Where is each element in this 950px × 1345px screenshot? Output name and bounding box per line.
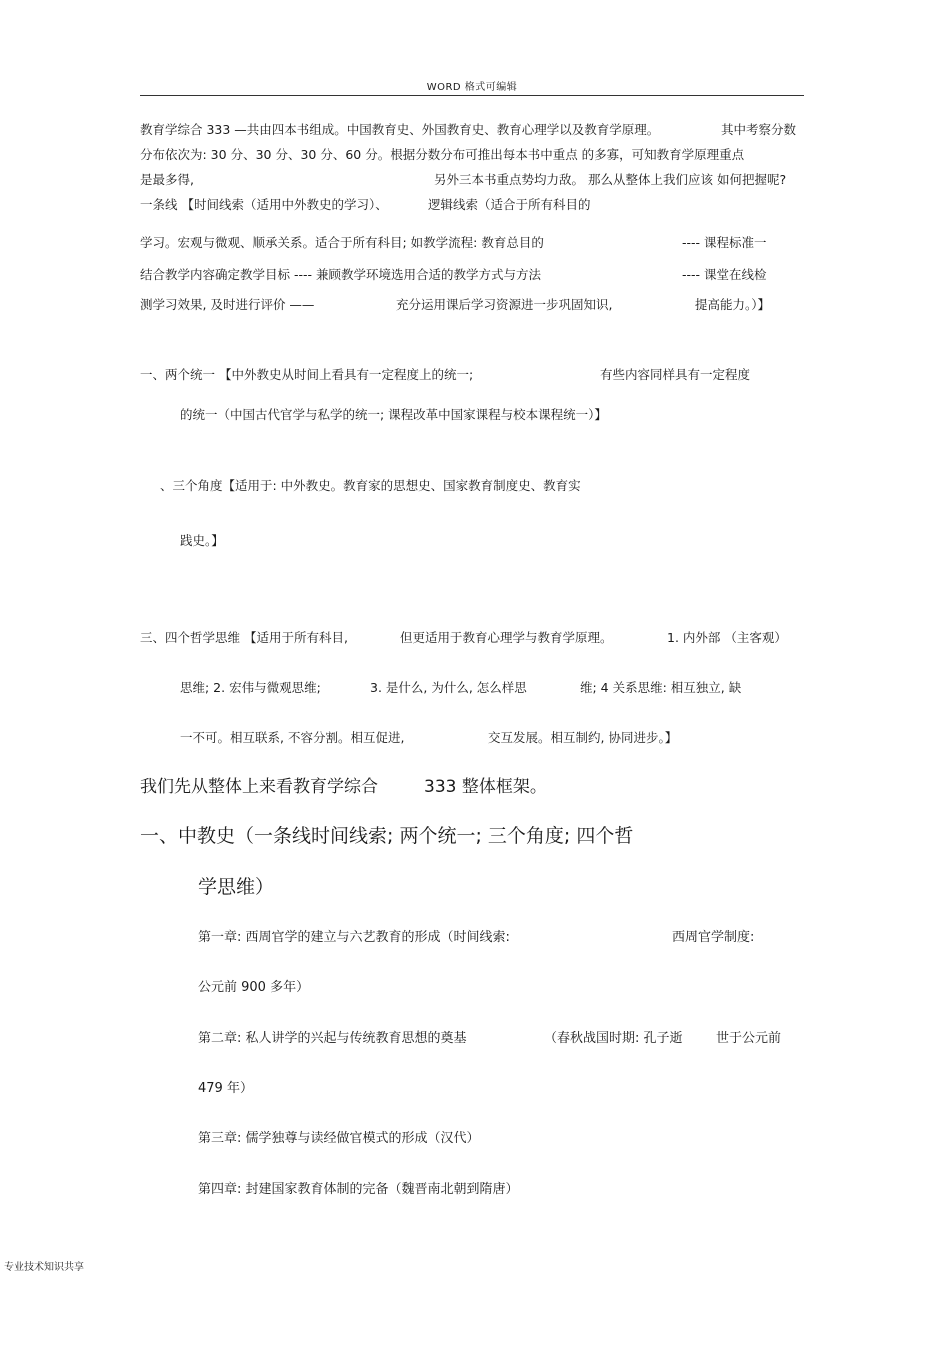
intro-line-6a: 结合教学内容确定教学目标 ---- 兼顾教学环境选用合适的教学方式与方法 [140,267,541,282]
section-four-thinking-line-2b: 3. 是什么, 为什么, 怎么样思 [370,680,527,695]
section-two-unities-line-2: 的统一（中国古代官学与私学的统一; 课程改革中国家课程与校本课程统一）】 [180,407,607,422]
chapter-2-line-d: 479 年） [198,1081,253,1096]
intro-line-2: 分布依次为: 30 分、30 分、30 分、60 分。根据分数分布可推出每本书中重点 的多寡，可知教育学原理重点 [140,147,745,162]
intro-line-4b: 逻辑线索（适合于所有科目的 [428,197,591,212]
section-four-thinking-line-3b: 交互发展。相互制约, 协同进步。】 [488,730,678,745]
header-divider [140,95,804,96]
section-four-thinking-line-2c: 维; 4 关系思维: 相互独立, 缺 [580,680,742,695]
intro-line-6b: ---- 课堂在线检 [682,267,767,282]
section-two-unities-line-1b: 有些内容同样具有一定程度 [600,367,751,382]
intro-line-3b: 另外三本书重点势均力敌。 那么从整体上我们应该 如何把握呢? [434,172,787,187]
section-four-thinking-line-1b: 但更适用于教育心理学与教育学原理。 [400,630,613,645]
part-one-heading-line-2: 学思维） [198,876,275,898]
chapter-2-line-a: 第二章: 私人讲学的兴起与传统教育思想的奠基 [198,1031,467,1046]
page-header-title: WORD 格式可编辑 [426,82,518,93]
intro-line-1b: 其中考察分数 [721,122,797,137]
page-footer: 专业技术知识共享 [4,1262,84,1273]
chapter-3-line: 第三章: 儒学独尊与读经做官模式的形成（汉代） [198,1131,480,1146]
section-four-thinking-line-1a: 三、四个哲学思维 【适用于所有科目, [140,630,348,645]
part-one-heading-line-1: 一、中教史（一条线时间线索; 两个统一; 三个角度; 四个哲 [140,825,634,847]
chapter-2-line-c: 世于公元前 [716,1031,782,1046]
section-three-angles-line-2: 践史。】 [180,533,224,548]
section-four-thinking-line-2a: 思维; 2. 宏伟与微观思维; [180,680,321,695]
intro-line-5b: ---- 课程标准一 [682,235,767,250]
intro-line-4a: 一条线 【时间线索（适用中外教史的学习）、 [140,197,388,212]
chapter-2-line-b: （春秋战国时期: 孔子逝 [544,1031,683,1046]
chapter-1-line-a: 第一章: 西周官学的建立与六艺教育的形成（时间线索: [198,930,510,945]
chapter-4-line: 第四章: 封建国家教育体制的完备（魏晋南北朝到隋唐） [198,1182,519,1197]
intro-line-7c: 提高能力。）】 [695,297,771,312]
overview-heading-b: 333 整体框架。 [424,777,547,797]
intro-line-3a: 是最多得, [140,172,194,187]
section-three-angles-line-1: 、三个角度【适用于: 中外教史。教育家的思想史、国家教育制度史、教育实 [160,478,581,493]
section-four-thinking-line-1c: 1. 内外部 （主客观） [667,630,787,645]
intro-line-1a: 教育学综合 333 —共由四本书组成。中国教育史、外国教育史、教育心理学以及教育学原理。 [140,122,660,137]
chapter-1-line-b: 西周官学制度: [672,930,755,945]
intro-line-7a: 测学习效果, 及时进行评价 —— [140,297,315,312]
overview-heading-a: 我们先从整体上来看教育学综合 [140,777,378,797]
section-four-thinking-line-3a: 一不可。相互联系, 不容分割。相互促进, [180,730,405,745]
chapter-1-line-c: 公元前 900 多年） [198,980,310,995]
section-two-unities-line-1a: 一、两个统一 【中外教史从时间上看具有一定程度上的统一; [140,367,474,382]
intro-line-5a: 学习。宏观与微观、顺承关系。适合于所有科目; 如教学流程: 教育总目的 [140,235,544,250]
intro-line-7b: 充分运用课后学习资源进一步巩固知识, [396,297,613,312]
